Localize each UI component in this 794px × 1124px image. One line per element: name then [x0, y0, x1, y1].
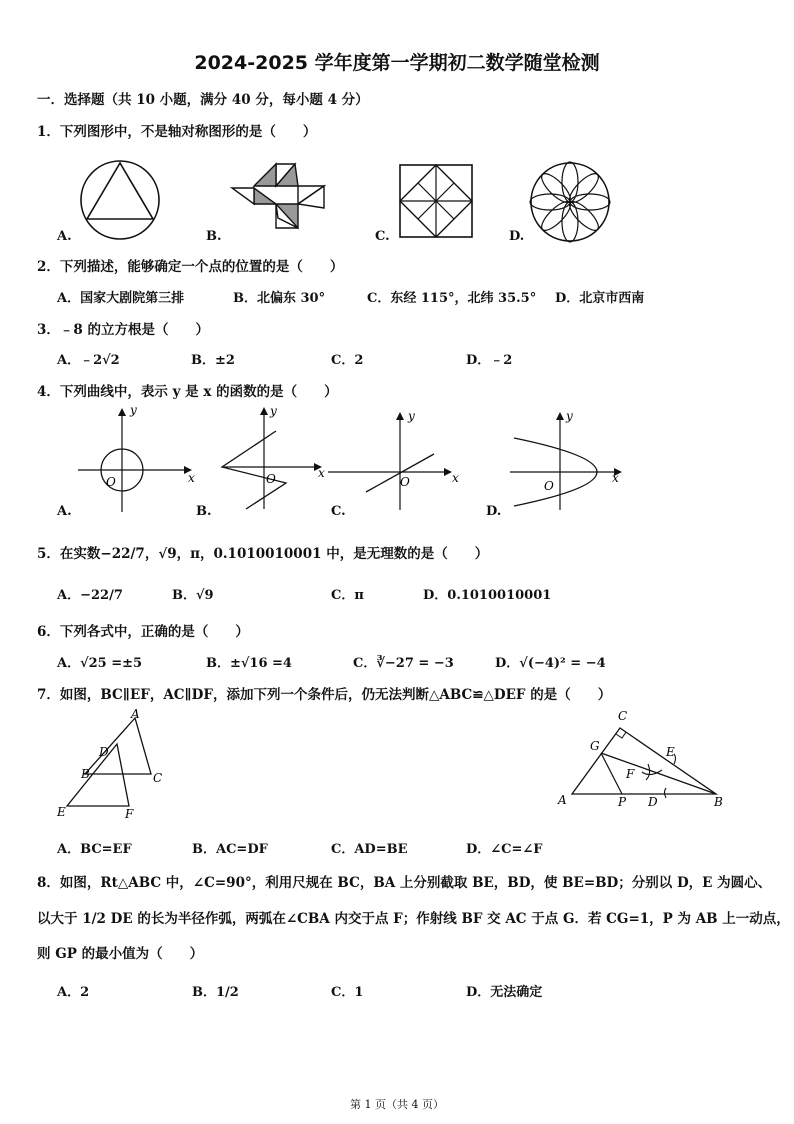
q7-label-d: D [99, 745, 109, 759]
q8-label-a: A [558, 793, 567, 807]
q2-option-d[interactable]: D．北京市西南 [555, 291, 645, 306]
q1-figure-a [75, 158, 165, 248]
q7-label-f: F [125, 807, 134, 821]
q5-option-b[interactable]: B．√9 [172, 588, 214, 603]
q8-label-g: G [590, 739, 600, 753]
q6-option-b[interactable]: B．±√16 =4 [206, 656, 292, 671]
question-8-stem-line2: 以大于 1/2 DE 的长为半径作弧，两弧在∠CBA 内交于点 F；作射线 BF 交 AC 于点 G．若 CG=1，P 为 AB 上一动点， [37, 911, 790, 927]
q7-option-b[interactable]: B．AC=DF [192, 842, 268, 857]
q3-option-b[interactable]: B．±2 [191, 353, 235, 368]
question-8-stem-line1: 8．如图，Rt△ABC 中，∠C=90°，利用尺规在 BC，BA 上分别截取 BE，BD，使 BE=BD；分别以 D，E 为圆心、 [37, 875, 772, 891]
q5-option-a[interactable]: A．−22/7 [57, 588, 123, 603]
q7-label-c: C [153, 771, 163, 785]
q2-option-c[interactable]: C．东经 115°，北纬 35.5° [367, 291, 537, 306]
q8-label-b: B [714, 795, 723, 809]
q4-graph-a [78, 403, 208, 518]
q4a-y-label: y [130, 403, 137, 417]
q3-option-a[interactable]: A．﹣2√2 [57, 353, 120, 368]
q7-option-a[interactable]: A．BC=EF [57, 842, 132, 857]
q1-figure-c-square [398, 163, 478, 243]
page-title: 2024-2025 学年度第一学期初二数学随堂检测 [194, 52, 600, 74]
q4a-origin-label: O [106, 475, 116, 489]
q3-option-d[interactable]: D．﹣2 [466, 353, 513, 368]
q7-label-b: B [81, 767, 90, 781]
q4d-origin-label: O [544, 479, 554, 493]
q7-option-c[interactable]: C．AD=BE [331, 842, 408, 857]
q2-option-a[interactable]: A．国家大剧院第三排 [57, 291, 185, 306]
q2-option-b[interactable]: B．北偏东 30° [233, 291, 326, 306]
question-8-stem-line3: 则 GP 的最小值为（ ） [37, 946, 204, 962]
q1-figure-b-pinwheel [228, 158, 328, 248]
q8-option-c[interactable]: C．1 [331, 985, 364, 1000]
q6-option-a[interactable]: A．√25 =±5 [57, 656, 143, 671]
q4b-origin-label: O [266, 472, 276, 486]
q4-option-b[interactable]: B. [196, 504, 212, 519]
q4c-y-label: y [408, 409, 415, 423]
q4-option-d[interactable]: D. [486, 504, 502, 519]
q8-label-c: C [618, 709, 628, 723]
question-6-stem: 6．下列各式中，正确的是（ ） [37, 624, 249, 640]
question-5-stem: 5．在实数−22/7，√9，π，0.1010010001 中，是无理数的是（ ） [37, 546, 489, 562]
q8-figure-right-triangle [556, 706, 736, 816]
q1-option-d[interactable]: D. [509, 229, 525, 244]
q4-graph-b [216, 405, 336, 515]
question-3-stem: 3．﹣8 的立方根是（ ） [37, 322, 209, 338]
q4a-x-label: x [188, 471, 195, 485]
q1-option-b[interactable]: B. [206, 229, 222, 244]
q4d-y-label: y [566, 409, 573, 423]
q4-option-a[interactable]: A. [57, 504, 72, 519]
q8-label-e: E [666, 745, 675, 759]
q8-label-f: F [626, 767, 635, 781]
q8-option-d[interactable]: D．无法确定 [466, 985, 543, 1000]
question-7-stem: 7．如图，BC∥EF，AC∥DF，添加下列一个条件后，仍无法判断△ABC≌△DEF 的是（ ） [37, 687, 612, 703]
q8-label-d: D [648, 795, 658, 809]
q1-figure-d-flower [528, 160, 618, 250]
page-footer: 第 1 页（共 4 页） [350, 1098, 444, 1111]
q4-graph-d [510, 410, 650, 520]
q7-option-d[interactable]: D．∠C=∠F [466, 842, 543, 857]
q5-option-c[interactable]: C．π [331, 588, 364, 603]
q3-option-c[interactable]: C．2 [331, 353, 364, 368]
q4-graph-c [328, 410, 458, 520]
q7-label-a: A [131, 707, 140, 721]
q1-option-c[interactable]: C. [375, 229, 390, 244]
q5-option-d[interactable]: D．0.1010010001 [423, 588, 552, 603]
q6-option-c[interactable]: C．∛−27 = −3 [353, 656, 454, 671]
q4b-y-label: y [270, 404, 277, 418]
q4-option-c[interactable]: C. [331, 504, 346, 519]
section-heading: 一．选择题（共 10 小题，满分 40 分，每小题 4 分） [37, 92, 369, 108]
q4c-origin-label: O [400, 475, 410, 489]
q4d-x-label: x [612, 471, 619, 485]
q8-option-b[interactable]: B．1/2 [192, 985, 239, 1000]
q6-option-d[interactable]: D．√(−4)² = −4 [495, 656, 606, 671]
q7-figure-triangles [55, 708, 175, 823]
q1-option-a[interactable]: A. [57, 229, 72, 244]
q8-option-a[interactable]: A．2 [57, 985, 90, 1000]
q4b-x-label: x [318, 466, 325, 480]
question-1-stem: 1．下列图形中，不是轴对称图形的是（ ） [37, 124, 317, 140]
question-2-stem: 2．下列描述，能够确定一个点的位置的是（ ） [37, 259, 344, 275]
question-4-stem: 4．下列曲线中，表示 y 是 x 的函数的是（ ） [37, 384, 338, 400]
q7-label-e: E [57, 805, 66, 819]
q8-label-p: P [618, 795, 627, 809]
q4c-x-label: x [452, 471, 459, 485]
